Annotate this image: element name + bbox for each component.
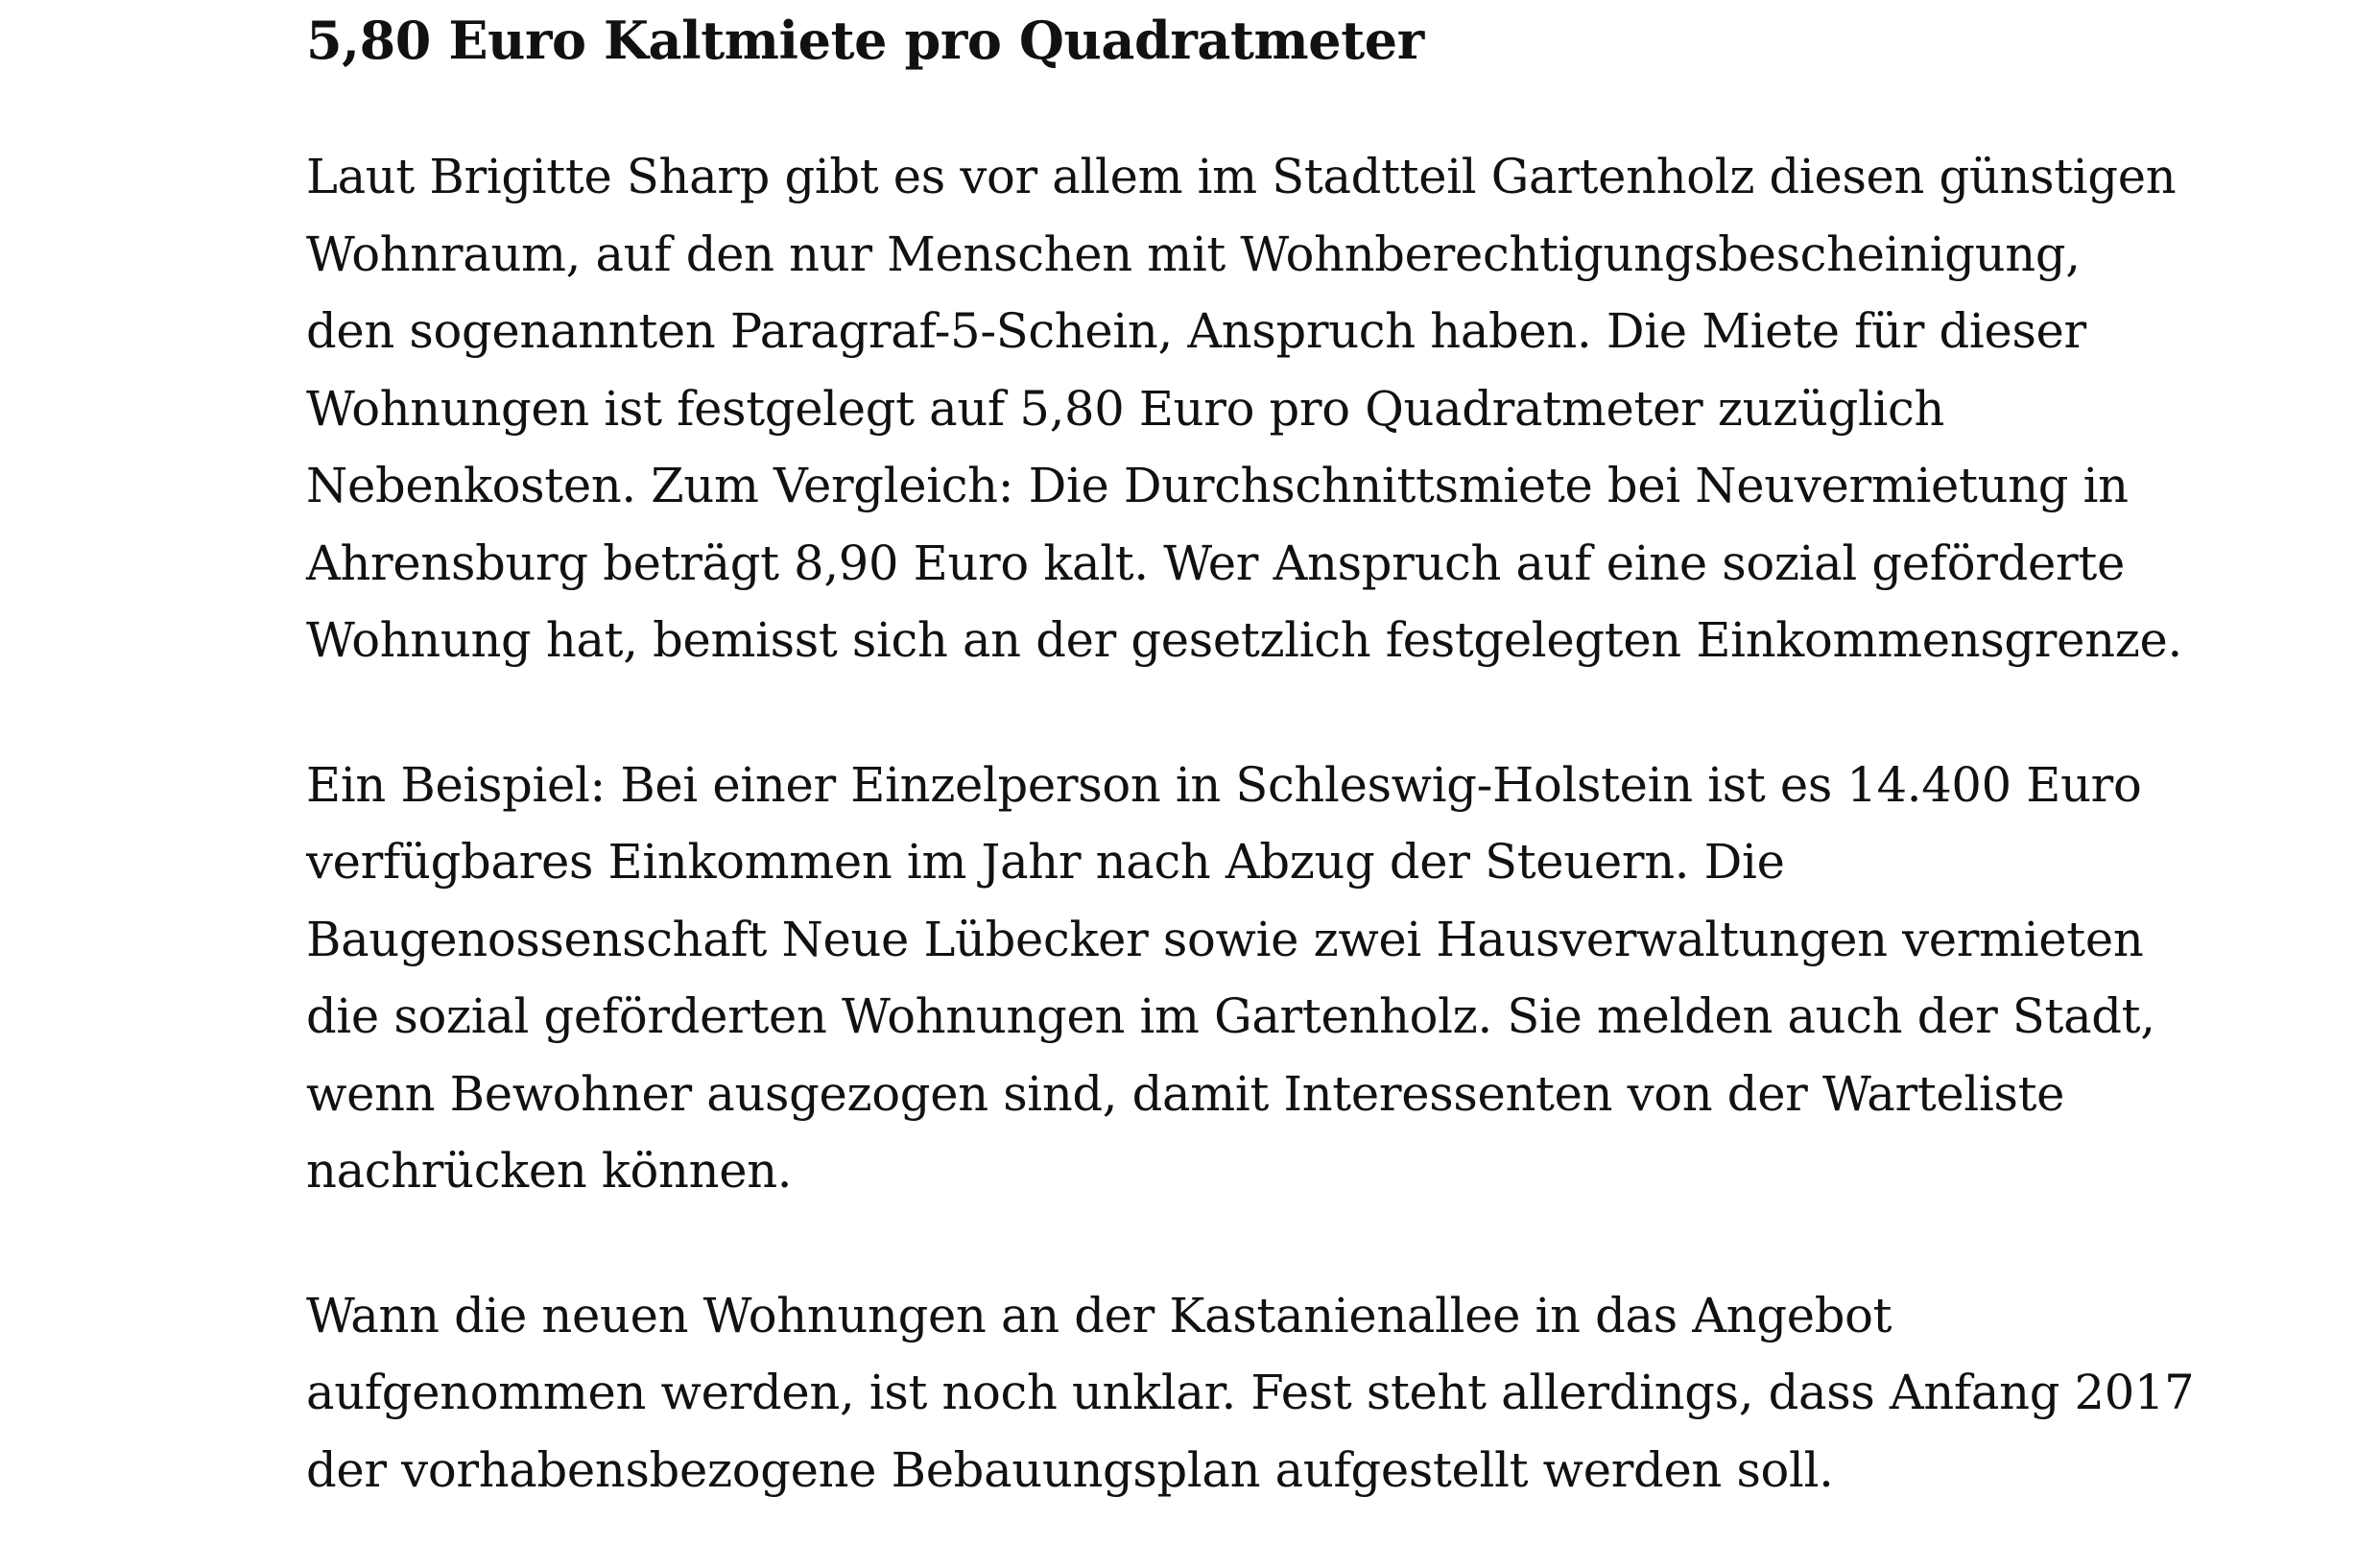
paragraph-line: Laut Brigitte Sharp gibt es vor allem im Stadtteil Gartenholz diesen günstigen xyxy=(306,149,2177,204)
paragraph-rent-info xyxy=(306,138,2182,679)
paragraph-line: aufgenommen werden, ist noch unklar. Fest steht allerdings, dass Anfang 2017 xyxy=(306,1365,2195,1420)
paragraph-line: nachrücken können. xyxy=(306,1143,793,1199)
paragraph-line: der vorhabensbezogene Bebauungsplan aufgestellt werden soll. xyxy=(306,1441,1834,1498)
paragraph-line: den sogenannten Paragraf-5-Schein, Anspruch haben. Die Miete für dieser xyxy=(306,303,2086,359)
paragraph-line: Wann die neuen Wohnungen an der Kastanienallee in das Angebot xyxy=(306,1287,1892,1343)
paragraph-line: Baugenossenschaft Neue Lübecker sowie zwei Hausverwaltungen vermieten xyxy=(306,911,2144,967)
paragraph-line: Ahrensburg beträgt 8,90 Euro kalt. Wer Anspruch auf eine sozial geförderte xyxy=(306,535,2125,591)
article-body xyxy=(306,0,2195,1509)
paragraph-line: Wohnung hat, bemisst sich an der gesetzlich festgelegten Einkommensgrenze. xyxy=(306,612,2182,668)
paragraph-new-apartments xyxy=(306,1277,2195,1509)
paragraph-line: Ein Beispiel: Bei einer Einzelperson in Schleswig-Holstein ist es 14.400 Euro xyxy=(306,756,2142,813)
paragraph-line: Wohnungen ist festgelegt auf 5,80 Euro pro Quadratmeter zuzüglich xyxy=(306,380,1945,437)
paragraph-line: die sozial geförderten Wohnungen im Gartenholz. Sie melden auch der Stadt, xyxy=(306,988,2155,1044)
paragraph-income-example xyxy=(306,747,2155,1210)
paragraph-line: wenn Bewohner ausgezogen sind, damit Interessenten von der Warteliste xyxy=(306,1065,2065,1122)
section-heading: 5,80 Euro Kaltmiete pro Quadratmeter xyxy=(306,10,1424,71)
paragraph-line: verfügbares Einkommen im Jahr nach Abzug der Steuern. Die xyxy=(306,834,1785,890)
paragraph-line: Nebenkosten. Zum Vergleich: Die Durchschnittsmiete bei Neuvermietung in xyxy=(306,458,2129,513)
paragraph-line: Wohnraum, auf den nur Menschen mit Wohnberechtigungsbescheinigung, xyxy=(306,226,2081,282)
